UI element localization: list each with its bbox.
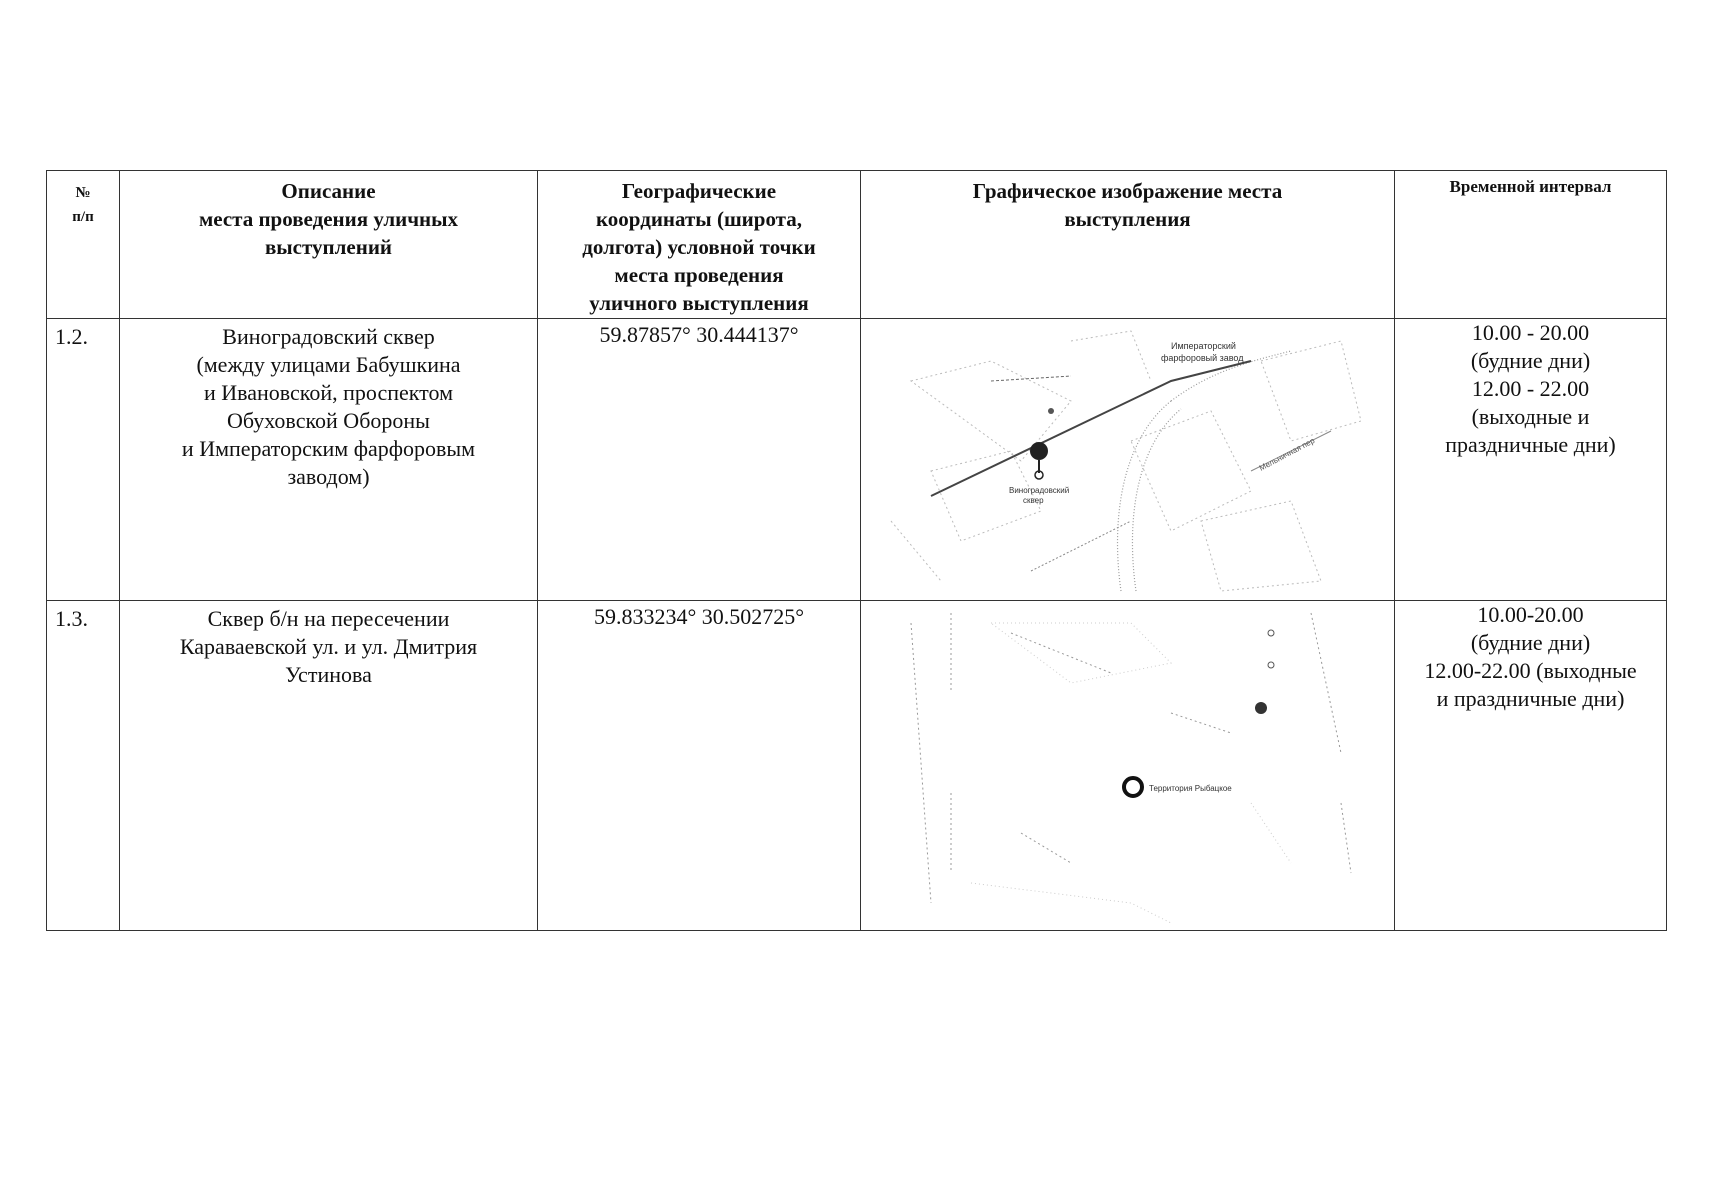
row-map-image (861, 601, 1395, 931)
header-description: Описание места проведения уличных выступлений (120, 171, 538, 319)
map-label-rybatskoe: Территория Рыбацкое (1149, 784, 1232, 793)
map-rybatskoe (871, 603, 1383, 923)
map-label-square-1: Виноградовский (1009, 486, 1070, 495)
row-description: Сквер б/н на пересечении Караваевской ул. и ул. Дмитрия Устинова (120, 601, 538, 931)
document-table (46, 170, 1666, 930)
table-row (47, 601, 1667, 931)
map-label-square-2: сквер (1023, 496, 1044, 505)
header-num: № п/п (47, 171, 120, 319)
row-time: 10.00 - 20.00 (будние дни) 12.00 - 22.00 (выходные и праздничные дни) (1395, 319, 1667, 601)
row-description: Виноградовский сквер (между улицами Бабушкина и Ивановской, проспектом Обуховской Обороны и Императорским фарфоровым заводом) (120, 319, 538, 601)
header-row (47, 171, 1667, 319)
map-label-street: Мельничная пер (1257, 435, 1317, 473)
row-map-image (861, 319, 1395, 601)
row-coordinates: 59.87857° 30.444137° (538, 319, 861, 601)
row-number: 1.2. (47, 319, 120, 601)
row-number: 1.3. (47, 601, 120, 931)
map-label-factory-1: Императорский (1171, 341, 1236, 351)
header-image: Графическое изображение места выступления (861, 171, 1395, 319)
map-label-factory-2: фарфоровый завод (1161, 353, 1244, 363)
row-coordinates: 59.833234° 30.502725° (538, 601, 861, 931)
map-vinogradovsky (871, 321, 1383, 597)
row-time: 10.00-20.00 (будние дни) 12.00-22.00 (выходные и праздничные дни) (1395, 601, 1667, 931)
table-row (47, 319, 1667, 601)
header-coords: Географические координаты (широта, долгота) условной точки места проведения уличного выступления (538, 171, 861, 319)
header-time: Временной интервал (1395, 171, 1667, 319)
